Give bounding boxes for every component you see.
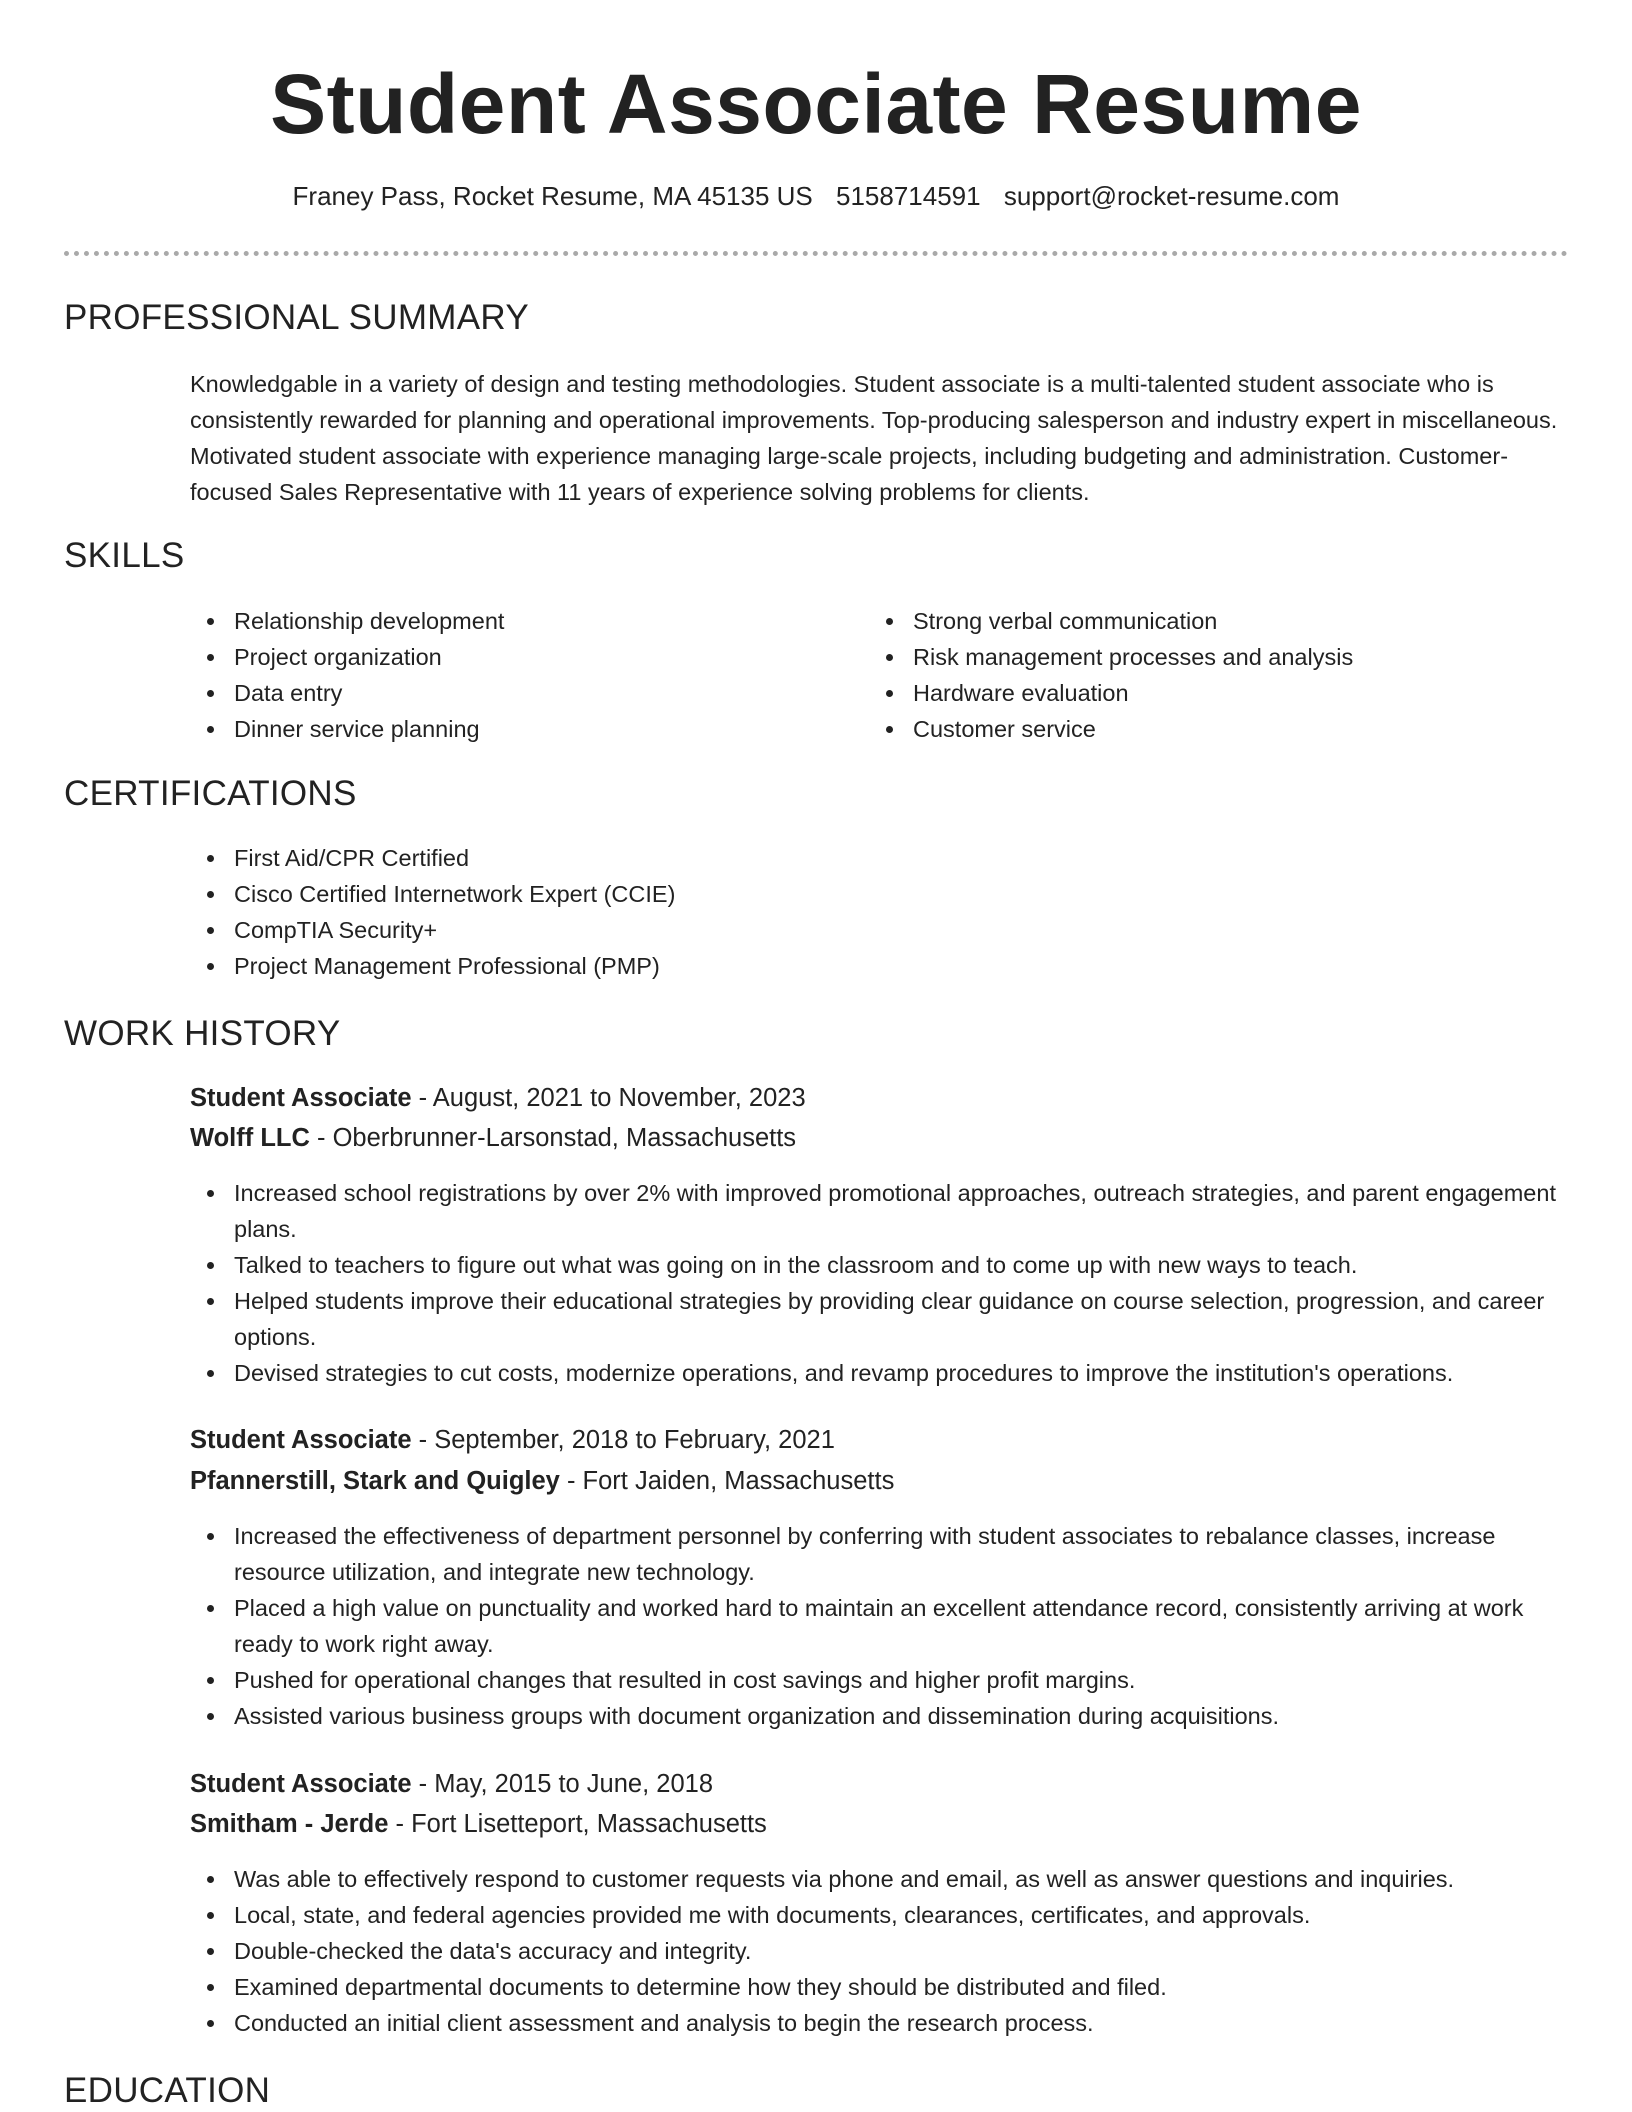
skill-item: Risk management processes and analysis: [869, 639, 1549, 675]
skills-list-right: [869, 603, 1549, 747]
section-title-work-history: WORK HISTORY: [64, 1014, 341, 1053]
job-company: Smitham - Jerde: [190, 1810, 389, 1838]
contact-address: Franey Pass, Rocket Resume, MA 45135 US: [292, 181, 813, 211]
job-bullet: Local, state, and federal agencies provided me with documents, clearances, certificates, and approvals.: [190, 1897, 1568, 1933]
skills-list-left: [190, 603, 830, 747]
skill-item: Hardware evaluation: [869, 675, 1549, 711]
contact-email: support@rocket-resume.com: [1003, 181, 1340, 211]
section-title-skills: SKILLS: [64, 536, 185, 575]
contact-phone: 5158714591: [836, 181, 981, 211]
job-bullet: Assisted various business groups with document organization and dissemination during acquisitions.: [190, 1698, 1568, 1734]
certification-item: First Aid/CPR Certified: [190, 840, 1565, 876]
job-bullet: Devised strategies to cut costs, modernize operations, and revamp procedures to improve the institution's operations.: [190, 1355, 1568, 1391]
job-bullet: Increased school registrations by over 2% with improved promotional approaches, outreach strategies, and parent engagement plans.: [190, 1175, 1568, 1247]
job-dates: - September, 2018 to February, 2021: [411, 1426, 835, 1454]
job-location: - Oberbrunner-Larsonstad, Massachusetts: [309, 1124, 797, 1152]
job-bullet: Double-checked the data's accuracy and integrity.: [190, 1933, 1568, 1969]
job-company-line: [190, 1124, 796, 1153]
job-company: Pfannerstill, Stark and Quigley: [190, 1467, 560, 1495]
contact-line: [0, 181, 1632, 212]
job-company-line: [190, 1810, 767, 1839]
job-title-line: [190, 1770, 713, 1799]
skill-item: Strong verbal communication: [869, 603, 1549, 639]
job-bullet: Examined departmental documents to determine how they should be distributed and filed.: [190, 1969, 1568, 2005]
certification-item: Cisco Certified Internetwork Expert (CCIE): [190, 876, 1565, 912]
job-location: - Fort Jaiden, Massachusetts: [559, 1467, 895, 1495]
section-title-certifications: CERTIFICATIONS: [64, 774, 357, 813]
certification-item: Project Management Professional (PMP): [190, 948, 1565, 984]
job-title-line: [190, 1084, 806, 1113]
resume-title: Student Associate Resume: [270, 57, 1362, 151]
job-bullets: [190, 1518, 1568, 1734]
section-title-education: EDUCATION: [64, 2071, 271, 2110]
job-bullet: Was able to effectively respond to customer requests via phone and email, as well as answer questions and inquiries.: [190, 1861, 1568, 1897]
job-title: Student Associate: [190, 1084, 412, 1112]
skill-item: Dinner service planning: [190, 711, 830, 747]
job-bullets: [190, 1175, 1568, 1391]
certifications-list: [190, 840, 1565, 984]
header-divider: [64, 251, 1568, 256]
skill-item: Customer service: [869, 711, 1549, 747]
skill-item: Data entry: [190, 675, 830, 711]
skill-item: Relationship development: [190, 603, 830, 639]
job-title: Student Associate: [190, 1770, 412, 1798]
job-bullet: Talked to teachers to figure out what was going on in the classroom and to come up with new ways to teach.: [190, 1247, 1568, 1283]
certification-item: CompTIA Security+: [190, 912, 1565, 948]
job-dates: - August, 2021 to November, 2023: [411, 1084, 806, 1112]
job-bullets: [190, 1861, 1568, 2041]
job-company-line: [190, 1467, 894, 1496]
summary-text: Knowledgable in a variety of design and testing methodologies. Student associate is a multi-talented student associate who is consistently rewarded for planning and operational improvements. Top-producing salesperson and industry expert in miscellaneous. Motivated student associate with experience managing large-scale projects, including budgeting and administration. Customer-focused Sales Representative with 11 years of experience solving problems for clients.: [190, 371, 1558, 505]
job-bullet: Placed a high value on punctuality and worked hard to maintain an excellent attendance record, consistently arriving at work ready to work right away.: [190, 1590, 1568, 1662]
job-bullet: Helped students improve their educational strategies by providing clear guidance on course selection, progression, and career options.: [190, 1283, 1568, 1355]
skill-item: Project organization: [190, 639, 830, 675]
job-bullet: Conducted an initial client assessment and analysis to begin the research process.: [190, 2005, 1568, 2041]
job-bullet: Pushed for operational changes that resulted in cost savings and higher profit margins.: [190, 1662, 1568, 1698]
section-title-summary: PROFESSIONAL SUMMARY: [64, 298, 529, 337]
job-bullet: Increased the effectiveness of department personnel by conferring with student associates to rebalance classes, increase resource utilization, and integrate new technology.: [190, 1518, 1568, 1590]
job-company: Wolff LLC: [190, 1124, 310, 1152]
job-title: Student Associate: [190, 1426, 412, 1454]
job-location: - Fort Lisetteport, Massachusetts: [388, 1810, 767, 1838]
job-dates: - May, 2015 to June, 2018: [411, 1770, 713, 1798]
job-title-line: [190, 1426, 835, 1455]
